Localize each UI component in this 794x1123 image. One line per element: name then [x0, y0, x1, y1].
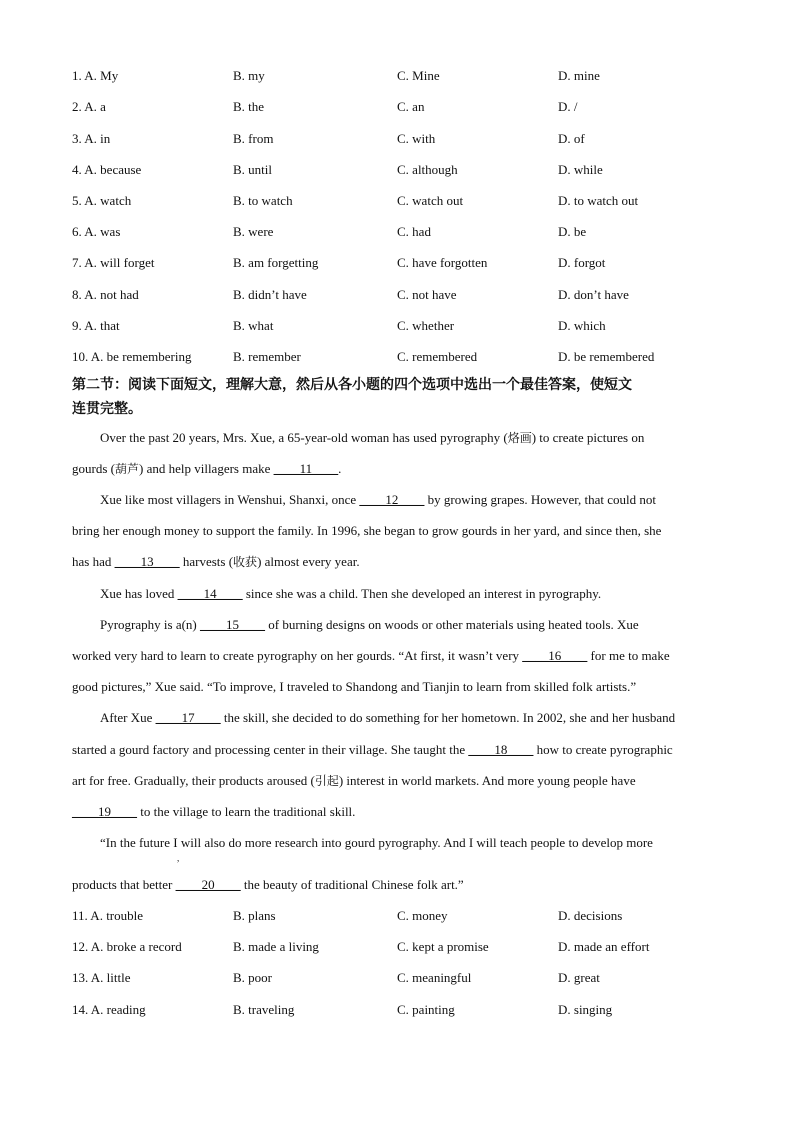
- passage-text: “In the future I will also do more research into gourd pyrography. And I will teach people to develop more: [100, 835, 653, 850]
- blank-11: ____11____: [273, 461, 339, 476]
- blank-19: ____19____: [72, 804, 137, 819]
- option-b: B. made a living: [233, 939, 319, 954]
- passage-text: harvests (: [179, 554, 234, 569]
- passage-text: worked very hard to learn to create pyrography on her gourds. “At first, it wasn’t very: [72, 648, 523, 663]
- stray-comma-mark: ,: [177, 853, 180, 863]
- option-b: B. to watch: [233, 193, 293, 208]
- passage-text: After Xue: [100, 710, 156, 725]
- option-c: C. watch out: [397, 193, 464, 208]
- passage-text: bring her enough money to support the family. In 1996, she began to grow gourds in her yard, and since then, she: [72, 523, 662, 538]
- option-d: D. great: [558, 970, 600, 985]
- passage-line-4: [72, 521, 732, 541]
- option-b: B. my: [233, 68, 265, 83]
- option-b: B. traveling: [233, 1002, 295, 1017]
- option-d: D. singing: [558, 1002, 613, 1017]
- blank-18: ____18____: [468, 742, 534, 757]
- passage-text: started a gourd factory and processing center in their village. She taught the: [72, 742, 469, 757]
- passage-line-9: [72, 677, 732, 697]
- question-row-12: [72, 937, 732, 957]
- option-b: B. plans: [233, 908, 276, 923]
- passage-line-6: [100, 584, 760, 604]
- option-a: 2. A. a: [72, 99, 106, 114]
- passage-text: to the village to learn the traditional skill.: [137, 804, 356, 819]
- option-c: C. whether: [397, 318, 455, 333]
- option-c: C. kept a promise: [397, 939, 489, 954]
- passage-line-5: [72, 552, 732, 572]
- option-d: D. mine: [558, 68, 600, 83]
- option-c: C. with: [397, 131, 436, 146]
- question-row-7: [72, 253, 732, 273]
- option-d: D. be remembered: [558, 349, 655, 364]
- question-row-14: [72, 1000, 732, 1020]
- option-b: B. poor: [233, 970, 272, 985]
- cjk-gloss: 收获: [233, 555, 258, 569]
- blank-12: ____12____: [359, 492, 425, 507]
- passage-text: products that better: [72, 877, 176, 892]
- option-b: B. the: [233, 99, 265, 114]
- question-row-5: [72, 191, 732, 211]
- question-row-11: [72, 906, 732, 926]
- option-c: C. painting: [397, 1002, 455, 1017]
- option-a: 8. A. not had: [72, 287, 139, 302]
- option-b: B. am forgetting: [233, 255, 319, 270]
- option-c: C. Mine: [397, 68, 440, 83]
- passage-text: has had: [72, 554, 115, 569]
- question-row-1: [72, 66, 732, 86]
- question-row-6: [72, 222, 732, 242]
- question-row-3: [72, 129, 732, 149]
- option-c: C. had: [397, 224, 431, 239]
- passage-text: good pictures,” Xue said. “To improve, I traveled to Shandong and Tianjin to learn from skilled folk artists.”: [72, 679, 637, 694]
- passage-text: Over the past 20 years, Mrs. Xue, a 65-year-old woman has used pyrography (: [100, 430, 508, 445]
- blank-16: ____16____: [522, 648, 588, 663]
- option-a: 14. A. reading: [72, 1002, 146, 1017]
- option-b: B. until: [233, 162, 273, 177]
- option-c: C. although: [397, 162, 458, 177]
- section-heading-line-2: 连贯完整。: [72, 401, 142, 417]
- blank-13: ____13____: [114, 554, 180, 569]
- blank-14: ____14____: [177, 586, 243, 601]
- option-a: 5. A. watch: [72, 193, 132, 208]
- option-b: B. from: [233, 131, 274, 146]
- passage-text: ) to create pictures on: [531, 430, 645, 445]
- passage-line-3: [100, 490, 760, 510]
- passage-text: ) almost every year.: [257, 554, 360, 569]
- option-a: 13. A. little: [72, 970, 131, 985]
- passage-text: ) interest in world markets. And more young people have: [338, 773, 636, 788]
- option-d: D. /: [558, 99, 578, 114]
- question-row-4: [72, 160, 732, 180]
- option-d: D. of: [558, 131, 585, 146]
- option-a: 4. A. because: [72, 162, 142, 177]
- option-a: 12. A. broke a record: [72, 939, 182, 954]
- passage-text: for me to make: [587, 648, 670, 663]
- option-c: C. money: [397, 908, 448, 923]
- option-d: D. don’t have: [558, 287, 629, 302]
- passage-text: gourds (: [72, 461, 115, 476]
- option-b: B. were: [233, 224, 274, 239]
- passage-line-12: [72, 771, 732, 791]
- passage-text: art for free. Gradually, their products aroused (: [72, 773, 315, 788]
- option-a: 6. A. was: [72, 224, 121, 239]
- option-c: C. have forgotten: [397, 255, 488, 270]
- passage-text: ) and help villagers make: [138, 461, 274, 476]
- passage-text: by growing grapes. However, that could not: [424, 492, 657, 507]
- option-d: D. made an effort: [558, 939, 650, 954]
- question-row-10: [72, 347, 732, 367]
- option-b: B. what: [233, 318, 274, 333]
- cjk-gloss: 引起: [314, 774, 339, 788]
- option-d: D. while: [558, 162, 603, 177]
- passage-line-13: [72, 802, 732, 822]
- option-b: B. didn’t have: [233, 287, 307, 302]
- option-a: 1. A. My: [72, 68, 119, 83]
- section-heading-line-1: 第二节：阅读下面短文，理解大意，然后从各小题的四个选项中选出一个最佳答案，使短文: [72, 377, 632, 393]
- passage-line-14: [100, 833, 760, 853]
- option-c: C. meaningful: [397, 970, 472, 985]
- section-heading: [72, 373, 722, 421]
- passage-text: Xue like most villagers in Wenshui, Shanxi, once: [100, 492, 360, 507]
- question-row-13: [72, 968, 732, 988]
- cjk-gloss: 烙画: [507, 431, 532, 445]
- passage-line-2: [72, 459, 732, 479]
- passage-text: Xue has loved: [100, 586, 178, 601]
- passage-text: since she was a child. Then she developed an interest in pyrography.: [242, 586, 602, 601]
- passage-line-10: [100, 708, 760, 728]
- option-d: D. to watch out: [558, 193, 639, 208]
- option-d: D. be: [558, 224, 587, 239]
- option-d: D. decisions: [558, 908, 623, 923]
- question-row-9: [72, 316, 732, 336]
- option-c: C. an: [397, 99, 425, 114]
- passage-text: Pyrography is a(n): [100, 617, 201, 632]
- passage-line-15: [72, 875, 732, 895]
- blank-15: ____15____: [200, 617, 266, 632]
- passage-text: the skill, she decided to do something for her hometown. In 2002, she and her husband: [220, 710, 676, 725]
- cjk-gloss: 葫芦: [114, 462, 139, 476]
- passage-line-1: [100, 428, 760, 448]
- option-d: D. which: [558, 318, 606, 333]
- passage-text: .: [338, 461, 342, 476]
- option-a: 9. A. that: [72, 318, 120, 333]
- option-d: D. forgot: [558, 255, 606, 270]
- passage-line-7: [100, 615, 760, 635]
- option-c: C. not have: [397, 287, 457, 302]
- passage-text: how to create pyrographic: [533, 742, 673, 757]
- passage-line-8: [72, 646, 732, 666]
- passage-line-11: [72, 740, 732, 760]
- option-b: B. remember: [233, 349, 301, 364]
- passage-text: of burning designs on woods or other materials using heated tools. Xue: [265, 617, 639, 632]
- option-a: 10. A. be remembering: [72, 349, 192, 364]
- question-row-8: [72, 285, 732, 305]
- blank-17: ____17____: [155, 710, 221, 725]
- option-c: C. remembered: [397, 349, 478, 364]
- option-a: 11. A. trouble: [72, 908, 144, 923]
- question-row-2: [72, 97, 732, 117]
- passage-text: the beauty of traditional Chinese folk art.”: [240, 877, 464, 892]
- option-a: 7. A. will forget: [72, 255, 155, 270]
- option-a: 3. A. in: [72, 131, 111, 146]
- blank-20: ____20____: [175, 877, 241, 892]
